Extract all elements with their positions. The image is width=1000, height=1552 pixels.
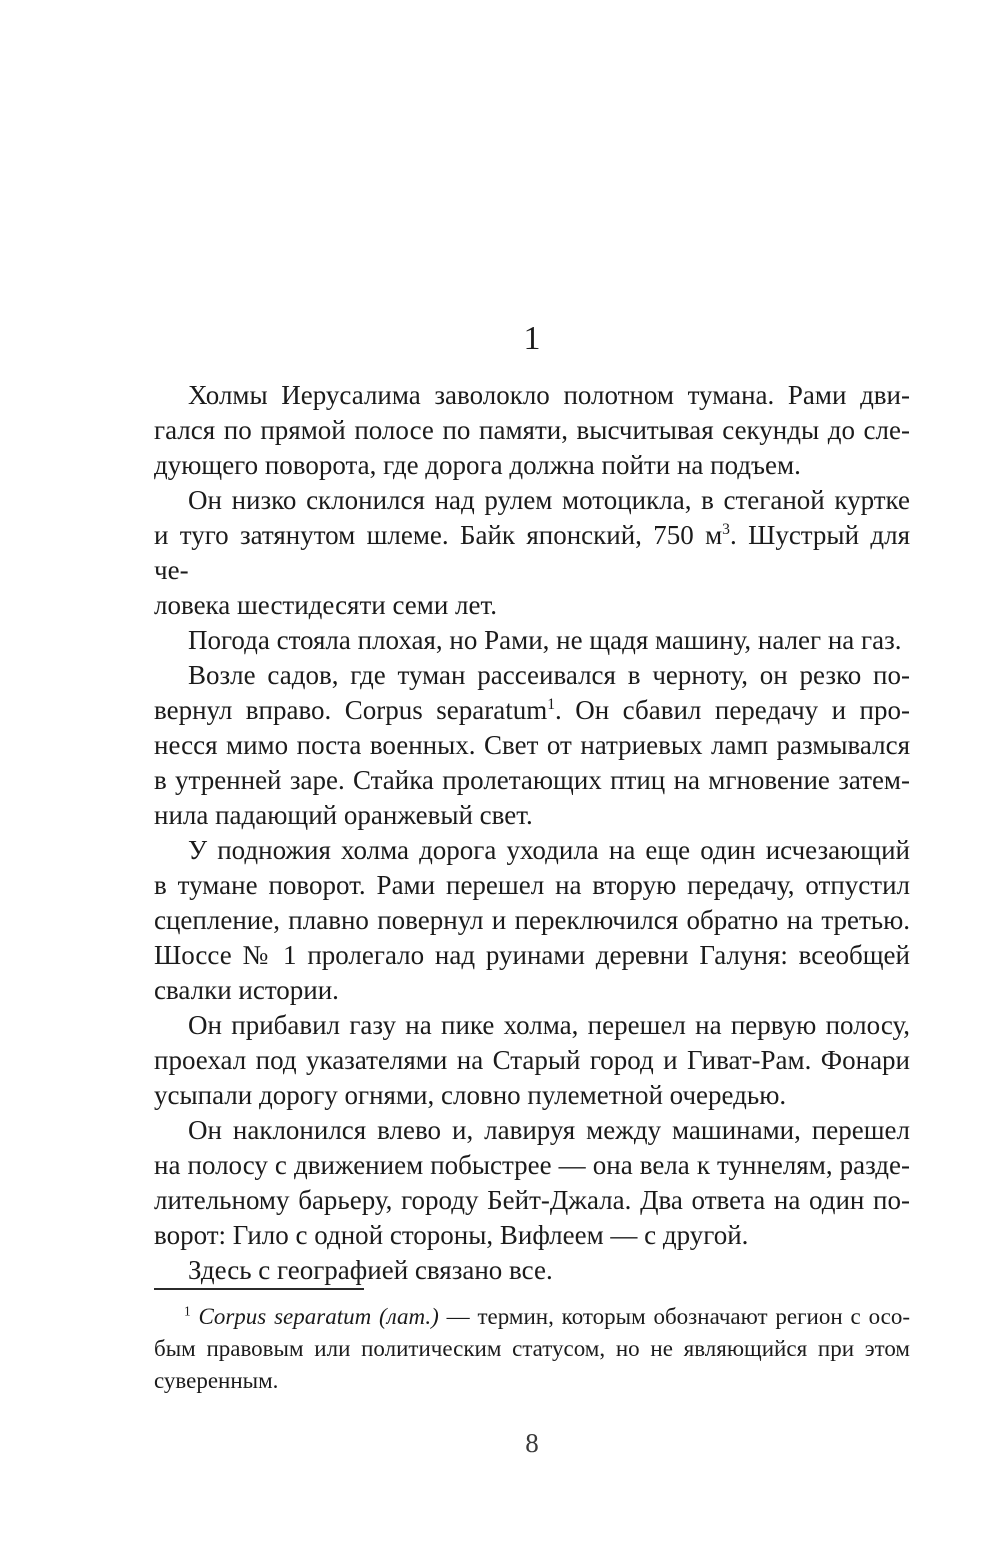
text-line: лительному барьеру, городу Бейт-Джала. Два ответа на один по- — [154, 1185, 910, 1215]
text-line: суверенным. — [154, 1368, 279, 1393]
text-line: Он наклонился влево и, лавируя между машинами, перешел — [188, 1115, 910, 1145]
text-line: на полосу с движением побыстрее — она вела к туннелям, разде- — [154, 1150, 910, 1180]
text-line: нила падающий оранжевый свет. — [154, 800, 533, 830]
chapter-heading: 1 — [523, 320, 541, 357]
text-line: ловека шестидесяти семи лет. — [154, 590, 498, 620]
text-line: усыпали дорогу огнями, словно пулеметной очередью. — [154, 1080, 787, 1110]
text-line: Холмы Иерусалима заволокло полотном тумана. Рами дви- — [188, 380, 910, 410]
text-line: Он низко склонился над рулем мотоцикла, в стеганой куртке — [188, 485, 910, 515]
text-line: Погода стояла плохая, но Рами, не щадя машину, налег на газ. — [188, 625, 902, 655]
text-line: Он прибавил газу на пике холма, перешел на первую полосу, — [188, 1010, 910, 1040]
text-line: и туго затянутом шлеме. Байк японский, 750 $м^3$. Шустрый для че- — [154, 520, 910, 585]
text-line: Шоссе № 1 пролегало над руинами деревни Галуня: всеобщей — [154, 940, 910, 970]
footnote-separator — [154, 1288, 364, 1290]
body-text — [154, 378, 910, 1288]
text-line: свалки истории. — [154, 975, 339, 1005]
text-line: бым правовым или политическим статусом, но не являющийся при этом — [154, 1336, 910, 1361]
text-line: проехал под указателями на Старый город и Гиват-Рам. Фонари — [154, 1045, 910, 1075]
text-line: Здесь с географией связано все. — [188, 1255, 553, 1285]
text-line: Возле садов, где туман рассеивался в черноту, он резко по- — [188, 660, 910, 690]
page-number: 8 — [525, 1428, 539, 1458]
text-line: вернул вправо. Corpus separatum$^1$. Он сбавил передачу и про- — [154, 695, 910, 725]
text-line: несся мимо поста военных. Свет от натриевых ламп размывался — [154, 730, 910, 760]
text-line: в тумане поворот. Рами перешел на вторую передачу, отпустил — [154, 870, 910, 900]
footnote — [154, 1301, 910, 1397]
text-line: ворот: Гило с одной стороны, Вифлеем — с другой. — [154, 1220, 749, 1250]
text-line: сцепление, плавно повернул и переключился обратно на третью. — [154, 905, 910, 935]
text-line: гался по прямой полосе по памяти, высчитывая секунды до сле- — [154, 415, 910, 445]
text-line: дующего поворота, где дорога должна пойти на подъем. — [154, 450, 801, 480]
text-line: в утренней заре. Стайка пролетающих птиц на мгновение затем- — [154, 765, 910, 795]
text-line: У подножия холма дорога уходила на еще один исчезающий — [188, 835, 910, 865]
text-line: $^1$ Corpus separatum (лат.) — термин, которым обозначают регион с осо- — [184, 1303, 911, 1329]
